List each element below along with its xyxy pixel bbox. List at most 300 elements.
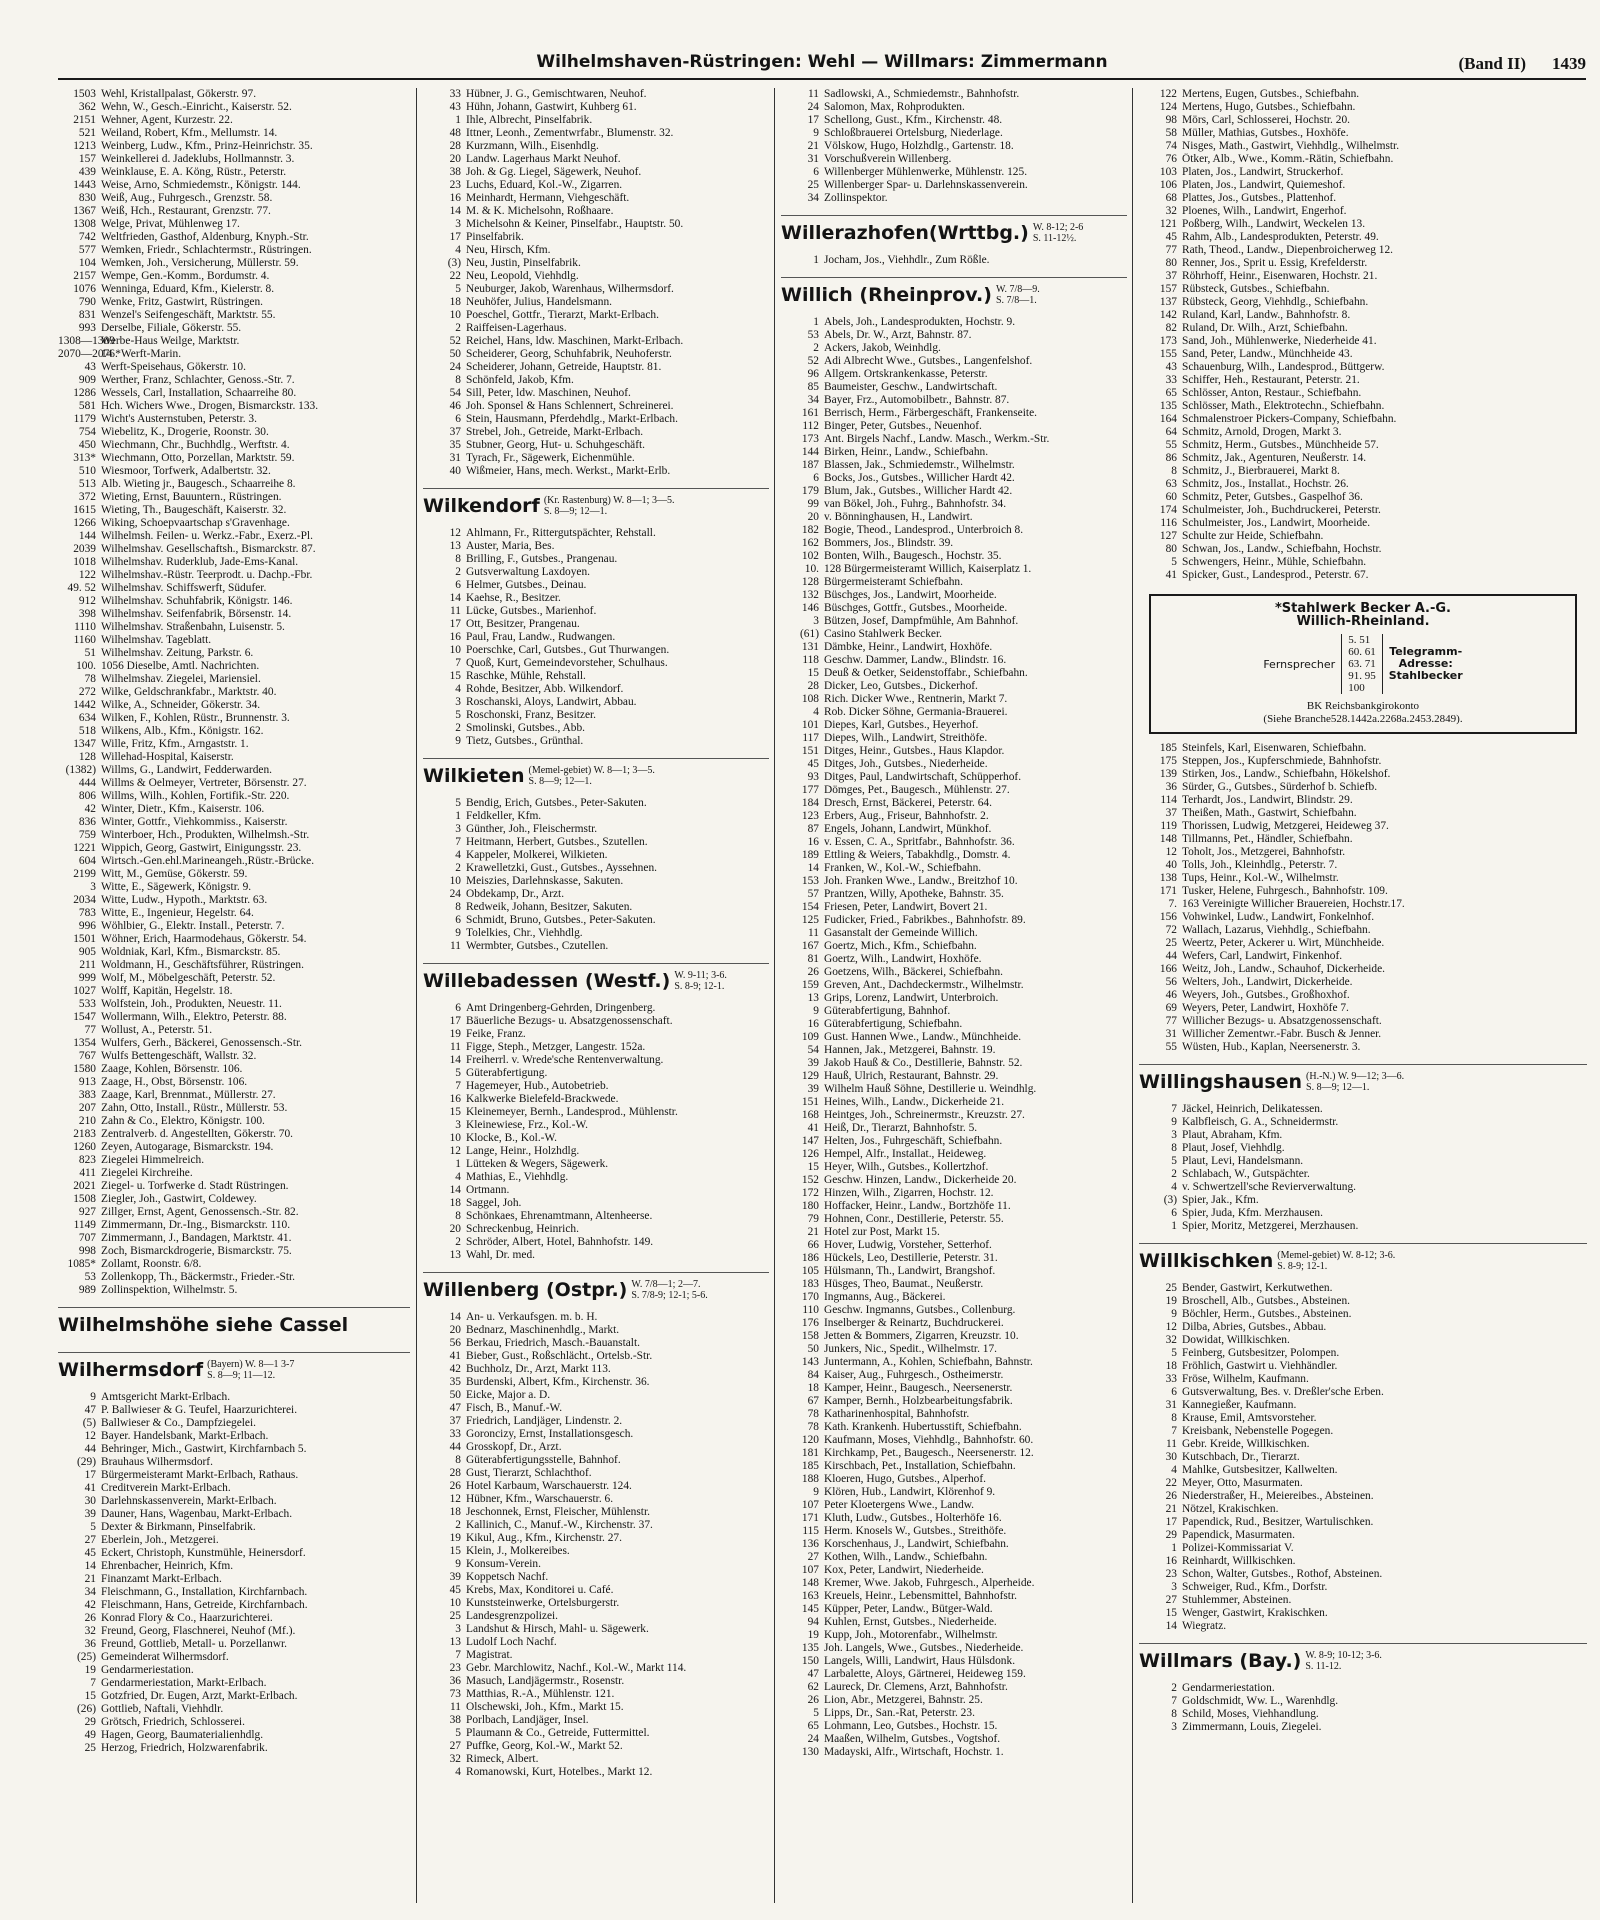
phone-number: 23 [449, 179, 461, 191]
phone-number: 106 [1159, 179, 1177, 191]
entry-text: Hempel, Alfr., Installat., Heideweg. [824, 1148, 987, 1160]
entry-text: Friesen, Peter, Landwirt, Bovert 21. [824, 901, 988, 913]
ad-bank-ref: (Siehe Branche528.1442a.2268a.2453.2849). [1263, 713, 1463, 725]
directory-entry [1139, 1002, 1587, 1015]
phone-number: 15 [449, 670, 461, 682]
entry-text: Kaehse, R., Besitzer. [466, 592, 561, 604]
entry-text: Joh. Franken Wwe., Landw., Breitzhof 10. [824, 875, 1018, 887]
directory-entry [423, 914, 769, 927]
phone-number: 173 [1159, 335, 1177, 347]
phone-number: 136 [801, 1538, 819, 1550]
advertisement-box [1149, 594, 1577, 734]
directory-entry [423, 1158, 769, 1171]
phone-number: 144 [78, 530, 96, 542]
phone-number: 4 [455, 244, 461, 256]
phone-number: 28 [807, 680, 819, 692]
entry-text: Goldschmidt, Ww. L., Warenhdlg. [1182, 1695, 1339, 1707]
entry-text: Wollust, A., Peterstr. 51. [101, 1024, 213, 1036]
directory-entry [423, 1402, 769, 1415]
entry-text: Wilhelmshav. Tageblatt. [101, 634, 212, 646]
phone-number: 20 [449, 153, 461, 165]
directory-entry [1139, 543, 1587, 556]
directory-entry [781, 1603, 1127, 1616]
phone-number: 9 [90, 1391, 96, 1403]
entry-text: van Bökel, Joh., Fuhrg., Bahnhofstr. 34. [824, 498, 1007, 510]
place-heading [781, 277, 1127, 312]
directory-entry [781, 166, 1127, 179]
phone-number: 156 [1159, 911, 1177, 923]
directory-entry [1139, 556, 1587, 569]
phone-number: 831 [78, 309, 96, 321]
entry-text: Juntermann, A., Kohlen, Schiefbahn, Bahnstr. [824, 1356, 1033, 1368]
phone-number: 14 [449, 205, 461, 217]
column-4 [1132, 88, 1587, 1903]
directory-entry [58, 972, 410, 985]
entry-text: Eberlein, Joh., Metzgerei. [101, 1534, 219, 1546]
phone-number: 5 [455, 1067, 461, 1079]
entry-text: Spier, Jak., Kfm. [1182, 1194, 1259, 1206]
phone-number: 372 [78, 491, 96, 503]
directory-entry [781, 407, 1127, 420]
directory-entry [58, 101, 410, 114]
directory-entry [58, 88, 410, 101]
directory-entry [58, 478, 410, 491]
directory-entry [423, 1324, 769, 1337]
entry-text: Landshut & Hirsch, Mahl- u. Sägewerk. [466, 1623, 649, 1635]
entry-text: Greven, Ant., Dachdeckermstr., Wilhelmstr. [824, 979, 1024, 991]
entry-text: Schönfeld, Jakob, Kfm. [466, 374, 574, 386]
directory-entry [1139, 530, 1587, 543]
phone-number: (1382) [65, 764, 96, 776]
directory-entry [1139, 911, 1587, 924]
entry-text: Feldkeller, Kfm. [466, 810, 542, 822]
directory-entry [781, 1070, 1127, 1083]
phone-number: 742 [78, 231, 96, 243]
entry-text: Hagen, Georg, Baumaterialienhdlg. [101, 1729, 264, 1741]
entry-text: Wallach, Lazarus, Viehhdlg., Schiefbahn. [1182, 924, 1371, 936]
directory-entry [423, 1584, 769, 1597]
entry-text: Wehn, W., Gesch.-Einricht., Kaiserstr. 52. [101, 101, 292, 113]
entry-text: Schild, Moses, Viehhandlung. [1182, 1708, 1319, 1720]
entry-text: Lohmann, Leo, Gutsbes., Hochstr. 15. [824, 1720, 998, 1732]
entry-text: Schmitz, Herm., Gutsbes., Münchheide 57. [1182, 439, 1379, 451]
phone-number: 927 [78, 1206, 96, 1218]
directory-entry [423, 1558, 769, 1571]
directory-entry [1139, 1334, 1587, 1347]
phone-number: 13 [449, 1636, 461, 1648]
directory-entry [1139, 1516, 1587, 1529]
entry-text: Thorissen, Ludwig, Metzgerei, Heideweg 37. [1182, 820, 1389, 832]
phone-number: 2021 [73, 1180, 96, 1192]
phone-number: 7 [90, 1677, 96, 1689]
phone-number: 96 [807, 368, 819, 380]
entry-text: Creditverein Markt-Erlbach. [101, 1482, 231, 1494]
directory-entry [423, 1441, 769, 1454]
phone-number: 634 [78, 712, 96, 724]
phone-number: 9 [1171, 1308, 1177, 1320]
directory-entry [58, 1128, 410, 1141]
directory-entry [1139, 1555, 1587, 1568]
phone-number: 107 [801, 1564, 819, 1576]
entry-text: Steppen, Jos., Kupferschmiede, Bahnhofstr. [1182, 755, 1382, 767]
phone-number: 171 [801, 1512, 819, 1524]
entry-text: Maaßen, Wilhelm, Gutsbes., Vogtshof. [824, 1733, 1001, 1745]
ad-telegram [1389, 646, 1463, 682]
directory-entry [423, 257, 769, 270]
phone-number: 23 [1165, 1568, 1177, 1580]
entry-text: Büschges, Jos., Landwirt, Moorheide. [824, 589, 997, 601]
phone-number: 188 [801, 1473, 819, 1485]
entry-text: Dexter & Birkmann, Pinselfabrik. [101, 1521, 256, 1533]
directory-entry [781, 329, 1127, 342]
entry-text: Tyrach, Fr., Sägewerk, Eichenmühle. [466, 452, 635, 464]
entry-text: Zollinspektion, Wilhelmstr. 5. [101, 1284, 238, 1296]
directory-entry [58, 725, 410, 738]
phone-number: 124 [1159, 101, 1177, 113]
phone-number: 44 [1165, 950, 1177, 962]
entry-text: Ziegelei Himmelreich. [101, 1154, 205, 1166]
directory-entry [58, 998, 410, 1011]
entry-text: Kaufmann, Moses, Viehhdlg., Bahnhofstr. 60. [824, 1434, 1034, 1446]
entry-text: Kloeren, Hugo, Gutsbes., Alperhof. [824, 1473, 986, 1485]
directory-entry [781, 745, 1127, 758]
phone-number: 1501 [73, 933, 96, 945]
entry-text: Ziegelei Kirchreihe. [101, 1167, 193, 1179]
entry-text: Weyers, Peter, Landwirt, Hoxhöfe 7. [1182, 1002, 1349, 1014]
phone-number: 6 [455, 579, 461, 591]
phone-number: 115 [802, 1525, 819, 1537]
entry-text: Hühn, Johann, Gastwirt, Kuhberg 61. [466, 101, 637, 113]
phone-number: 101 [801, 719, 819, 731]
entry-text: Mertens, Eugen, Gutsbes., Schiefbahn. [1182, 88, 1360, 100]
entry-text: Wefers, Carl, Landwirt, Finkenhof. [1182, 950, 1343, 962]
phone-number: 444 [78, 777, 96, 789]
directory-entry [58, 413, 410, 426]
directory-entry [781, 1018, 1127, 1031]
phone-number: 16 [449, 631, 461, 643]
directory-entry [423, 231, 769, 244]
directory-entry [58, 673, 410, 686]
entry-text: Franken, W., Kol.-W., Schiefbahn. [824, 862, 982, 874]
entry-text: Schmitz, Jak., Agenturen, Neußerstr. 14. [1182, 452, 1367, 464]
directory-entry [423, 1480, 769, 1493]
entry-text: Ortmann. [466, 1184, 510, 1196]
directory-entry [423, 283, 769, 296]
phone-number: 151 [801, 1096, 819, 1108]
directory-entry [58, 244, 410, 257]
phone-number: 3 [813, 615, 819, 627]
directory-entry [58, 790, 410, 803]
entry-text: Kuhlen, Ernst, Gutsbes., Niederheide. [824, 1616, 997, 1628]
phone-number: 33 [1165, 374, 1177, 386]
directory-entry [781, 433, 1127, 446]
phone-number: 806 [78, 790, 96, 802]
phone-number: 184 [801, 797, 819, 809]
phone-number: 9 [1171, 1116, 1177, 1128]
directory-entry [781, 1187, 1127, 1200]
entry-text: Adi Albrecht Wwe., Gutsbes., Langenfelshof. [824, 355, 1033, 367]
entry-text: Wißmeier, Hans, mech. Werkst., Markt-Erlb. [466, 465, 671, 477]
directory-entry [1139, 426, 1587, 439]
entry-text: Schulmeister, Jos., Landwirt, Moorheide. [1182, 517, 1371, 529]
phone-number: 122 [78, 569, 96, 581]
phone-number: 67 [807, 1395, 819, 1407]
directory-entry [781, 114, 1127, 127]
phone-number: 21 [1165, 1503, 1177, 1515]
entry-text: Joh. Langels, Wwe., Gutsbes., Niederheide. [824, 1642, 1024, 1654]
phone-number: 52 [807, 355, 819, 367]
entry-text: Bocks, Jos., Gutsbes., Willicher Hardt 42. [824, 472, 1015, 484]
directory-entry [781, 589, 1127, 602]
phone-number: 29 [1165, 1529, 1177, 1541]
directory-entry [781, 1239, 1127, 1252]
office-hours-line: W. 8-12; 2-6 [1032, 222, 1084, 233]
phone-number: 11 [808, 927, 819, 939]
entry-text: Schröder, Albert, Hotel, Bahnhofstr. 149. [466, 1236, 654, 1248]
entry-text: Willenberger Spar- u. Darlehnskassenverein. [824, 179, 1028, 191]
entry-text: Wille, Fritz, Kfm., Arngaststr. 1. [101, 738, 249, 750]
directory-entry [1139, 231, 1587, 244]
phone-number: 48 [449, 127, 461, 139]
entry-text: Hülsmann, Th., Landwirt, Brangshof. [824, 1265, 996, 1277]
directory-entry [781, 1642, 1127, 1655]
phone-number: 64 [1165, 426, 1177, 438]
phone-number: 161 [801, 407, 819, 419]
entry-text: Wilhelmshav. Schiffswerft, Südufer. [101, 582, 267, 594]
directory-entry [423, 1545, 769, 1558]
entry-text: Wenzel's Seifengeschäft, Marktstr. 55. [101, 309, 276, 321]
phone-number: 6 [455, 1002, 461, 1014]
directory-entry [781, 823, 1127, 836]
phone-number: 77 [84, 1024, 96, 1036]
directory-entry [781, 1330, 1127, 1343]
directory-entry [423, 566, 769, 579]
entry-text: Schmitz, Jos., Installat., Hochstr. 26. [1182, 478, 1349, 490]
directory-entry [423, 888, 769, 901]
phone-number: 153 [801, 875, 819, 887]
entry-text: Jocham, Jos., Viehhdlr., Zum Rößle. [824, 254, 990, 266]
directory-entry [58, 296, 410, 309]
entry-text: Smolinski, Gutsbes., Abb. [466, 722, 585, 734]
phone-number: 2 [455, 1519, 461, 1531]
entry-text: Rohde, Besitzer, Abb. Wilkendorf. [466, 683, 624, 695]
entry-text: Deuß & Oetker, Seidenstoffabr., Schiefbahn. [824, 667, 1028, 679]
directory-entry [58, 1232, 410, 1245]
directory-entry [1139, 517, 1587, 530]
phone-number: 143 [801, 1356, 819, 1368]
directory-entry [1139, 205, 1587, 218]
directory-entry [1139, 1386, 1587, 1399]
entry-text: Casino Stahlwerk Becker. [824, 628, 942, 640]
phone-number: 16 [1165, 1555, 1177, 1567]
directory-entry [423, 270, 769, 283]
phone-number: 41 [807, 1122, 819, 1134]
phone-number: 39 [807, 1083, 819, 1095]
directory-entry [58, 205, 410, 218]
phone-number: 5 [90, 1521, 96, 1533]
entry-text: Ruland, Karl, Landw., Bahnhofstr. 8. [1182, 309, 1351, 321]
directory-entry [1139, 140, 1587, 153]
directory-entry [58, 1651, 410, 1664]
directory-entry [1139, 1347, 1587, 1360]
directory-entry [781, 693, 1127, 706]
phone-number: 17 [807, 114, 819, 126]
phone-number: 181 [801, 1447, 819, 1459]
entry-text: Fröhlich, Gastwirt u. Viehhändler. [1182, 1360, 1338, 1372]
entry-text: Schlösser, Math., Elektrotechn., Schiefbahn. [1182, 400, 1385, 412]
place-heading [423, 488, 769, 523]
phone-number: 14 [449, 1184, 461, 1196]
phone-number: 32 [449, 1753, 461, 1765]
entry-text: Gotzfried, Dr. Eugen, Arzt, Markt-Erlbach. [101, 1690, 298, 1702]
entry-text: Kikul, Aug., Kfm., Kirchenstr. 27. [466, 1532, 622, 1544]
entry-text: Schulte zur Heide, Schiefbahn. [1182, 530, 1324, 542]
phone-number: 909 [78, 374, 96, 386]
phone-number: (29) [77, 1456, 96, 1468]
entry-text: Herm. Knosels W., Gutsbes., Streithöfe. [824, 1525, 1007, 1537]
entry-text: Böchler, Herm., Gutsbes., Absteinen. [1182, 1308, 1352, 1320]
directory-entry [781, 615, 1127, 628]
phone-number: 44 [84, 1443, 96, 1455]
entry-text: Ingmanns, Aug., Bäckerei. [824, 1291, 946, 1303]
directory-entry [58, 595, 410, 608]
entry-text: Lion, Abr., Metzgerei, Bahnstr. 25. [824, 1694, 983, 1706]
phone-number: 121 [1159, 218, 1177, 230]
entry-text: Helmer, Gutsbes., Deinau. [466, 579, 587, 591]
entry-text: Weyers, Joh., Gutsbes., Großhoxhof. [1182, 989, 1350, 1001]
phone-number: 8 [455, 1210, 461, 1222]
entry-text: 14 *Werft-Marin. [101, 348, 182, 360]
entry-text: Junkers, Nic., Spedit., Wilhelmstr. 17. [824, 1343, 998, 1355]
entry-text: Engels, Johann, Landwirt, Münkhof. [824, 823, 992, 835]
section-list [58, 1307, 410, 1755]
phone-number: 12 [1165, 1321, 1177, 1333]
entry-text: Peter Kloetergens Wwe., Landw. [824, 1499, 975, 1511]
phone-number: 533 [78, 998, 96, 1010]
entry-text: Gebr. Kreide, Willkischken. [1182, 1438, 1310, 1450]
entry-text: Alb. Wieting jr., Baugesch., Schaarreihe 8. [101, 478, 296, 490]
place-name: Wilkendorf [423, 495, 540, 517]
directory-entry [781, 550, 1127, 563]
directory-entry [1139, 1542, 1587, 1555]
directory-entry [423, 452, 769, 465]
phone-number: 17 [449, 618, 461, 630]
entry-text: Willms, Wilh., Kohlen, Fortifik.-Str. 220. [101, 790, 290, 802]
directory-entry [781, 1551, 1127, 1564]
entry-text: Schlabach, W., Gutspächter. [1182, 1168, 1310, 1180]
entry-text: Jäckel, Heinrich, Delikatessen. [1182, 1103, 1323, 1115]
directory-entry [58, 1469, 410, 1482]
directory-entry [781, 1434, 1127, 1447]
directory-entry [781, 992, 1127, 1005]
phone-number: 8 [1171, 1142, 1177, 1154]
entry-text: Reinhardt, Willkischken. [1182, 1555, 1296, 1567]
entry-text: Fleischmann, Hans, Getreide, Kirchfarnbach. [101, 1599, 308, 1611]
directory-entry [58, 1024, 410, 1037]
office-hours-line: (Memel-gebiet) W. 8-12; 3-6. [1277, 1250, 1396, 1261]
directory-entry [781, 862, 1127, 875]
directory-entry [58, 1586, 410, 1599]
entry-text: Günther, Joh., Fleischermstr. [466, 823, 598, 835]
phone-number: 20 [807, 511, 819, 523]
directory-entry [781, 1291, 1127, 1304]
directory-entry [423, 348, 769, 361]
phone-number: 8 [455, 553, 461, 565]
phone-number: 80 [1165, 543, 1177, 555]
phone-number: 159 [801, 979, 819, 991]
entry-text: Hch. Wichers Wwe., Drogen, Bismarckstr. 133. [101, 400, 319, 412]
office-hours [1277, 1250, 1395, 1272]
phone-number: 76 [1165, 153, 1177, 165]
entry-text: Herzog, Friedrich, Holzwarenfabrik. [101, 1742, 268, 1754]
directory-entry [781, 1473, 1127, 1486]
entry-text: Wenninga, Eduard, Kfm., Kielerstr. 8. [101, 283, 275, 295]
phone-number: 18 [807, 1382, 819, 1394]
phone-number: 32 [1165, 1334, 1177, 1346]
directory-entry [423, 1389, 769, 1402]
phone-number: 107 [801, 1499, 819, 1511]
directory-entry [58, 452, 410, 465]
entry-text: Dilba, Abries, Gutsbes., Abbau. [1182, 1321, 1327, 1333]
entry-text: Ehrenbacher, Heinrich, Kfm. [101, 1560, 234, 1572]
ad-phone-number: 60. 61 [1348, 646, 1376, 658]
entry-text: Platen, Jos., Landwirt, Quiemeshof. [1182, 179, 1346, 191]
entry-text: Weinklause, E. A. Köng, Rüstr., Peterstr. [101, 166, 287, 178]
directory-entry [58, 842, 410, 855]
phone-number: 79 [807, 1213, 819, 1225]
directory-entry [58, 1482, 410, 1495]
phone-number: 13 [807, 992, 819, 1004]
entry-text: Grötsch, Friedrich, Schlosserei. [101, 1716, 245, 1728]
entry-text: Zaage, H., Obst, Börsenstr. 106. [101, 1076, 248, 1088]
phone-number: 72 [1165, 924, 1177, 936]
phone-number: 1347 [73, 738, 96, 750]
entry-text: Meiszies, Darlehnskasse, Sakuten. [466, 875, 624, 887]
entry-text: Willehad-Hospital, Kaiserstr. [101, 751, 234, 763]
entry-list [58, 88, 410, 1297]
entry-text: Lange, Heinr., Holzhdlg. [466, 1145, 580, 1157]
phone-number: 7 [455, 1649, 461, 1661]
phone-number: 2 [1171, 1168, 1177, 1180]
entry-text: Güterabfertigungsstelle, Bahnhof. [466, 1454, 621, 1466]
entry-text: Brilling, F., Gutsbes., Prangenau. [466, 553, 618, 565]
directory-entry [1139, 88, 1587, 101]
entry-text: Hoffacker, Heinr., Landw., Bortzhöfe 11. [824, 1200, 1011, 1212]
directory-entry [423, 1106, 769, 1119]
directory-entry [781, 1148, 1127, 1161]
directory-entry [781, 602, 1127, 615]
phone-number: 55 [1165, 439, 1177, 451]
directory-entry [1139, 924, 1587, 937]
phone-number: 1580 [73, 1063, 96, 1075]
directory-entry [423, 605, 769, 618]
phone-number: 80 [1165, 257, 1177, 269]
entry-text: Freiherrl. v. Wrede'sche Rentenverwaltung. [466, 1054, 664, 1066]
directory-entry [781, 628, 1127, 641]
directory-entry [58, 218, 410, 231]
office-hours-line: W. 7/8—9. [995, 284, 1040, 295]
directory-entry [423, 901, 769, 914]
place-heading [423, 963, 769, 998]
phone-number: 168 [801, 1109, 819, 1121]
directory-entry [781, 537, 1127, 550]
entry-text: Wolfstein, Joh., Produkten, Neuestr. 11. [101, 998, 282, 1010]
entry-text: Weltfrieden, Gasthof, Aldenburg, Knyph.-Str. [101, 231, 309, 243]
phone-number: 152 [801, 1174, 819, 1186]
entry-text: Ludolf Loch Nachf. [466, 1636, 557, 1648]
phone-number: 66 [807, 1239, 819, 1251]
entry-text: Woldmann, H., Geschäftsführer, Rüstringen. [101, 959, 304, 971]
